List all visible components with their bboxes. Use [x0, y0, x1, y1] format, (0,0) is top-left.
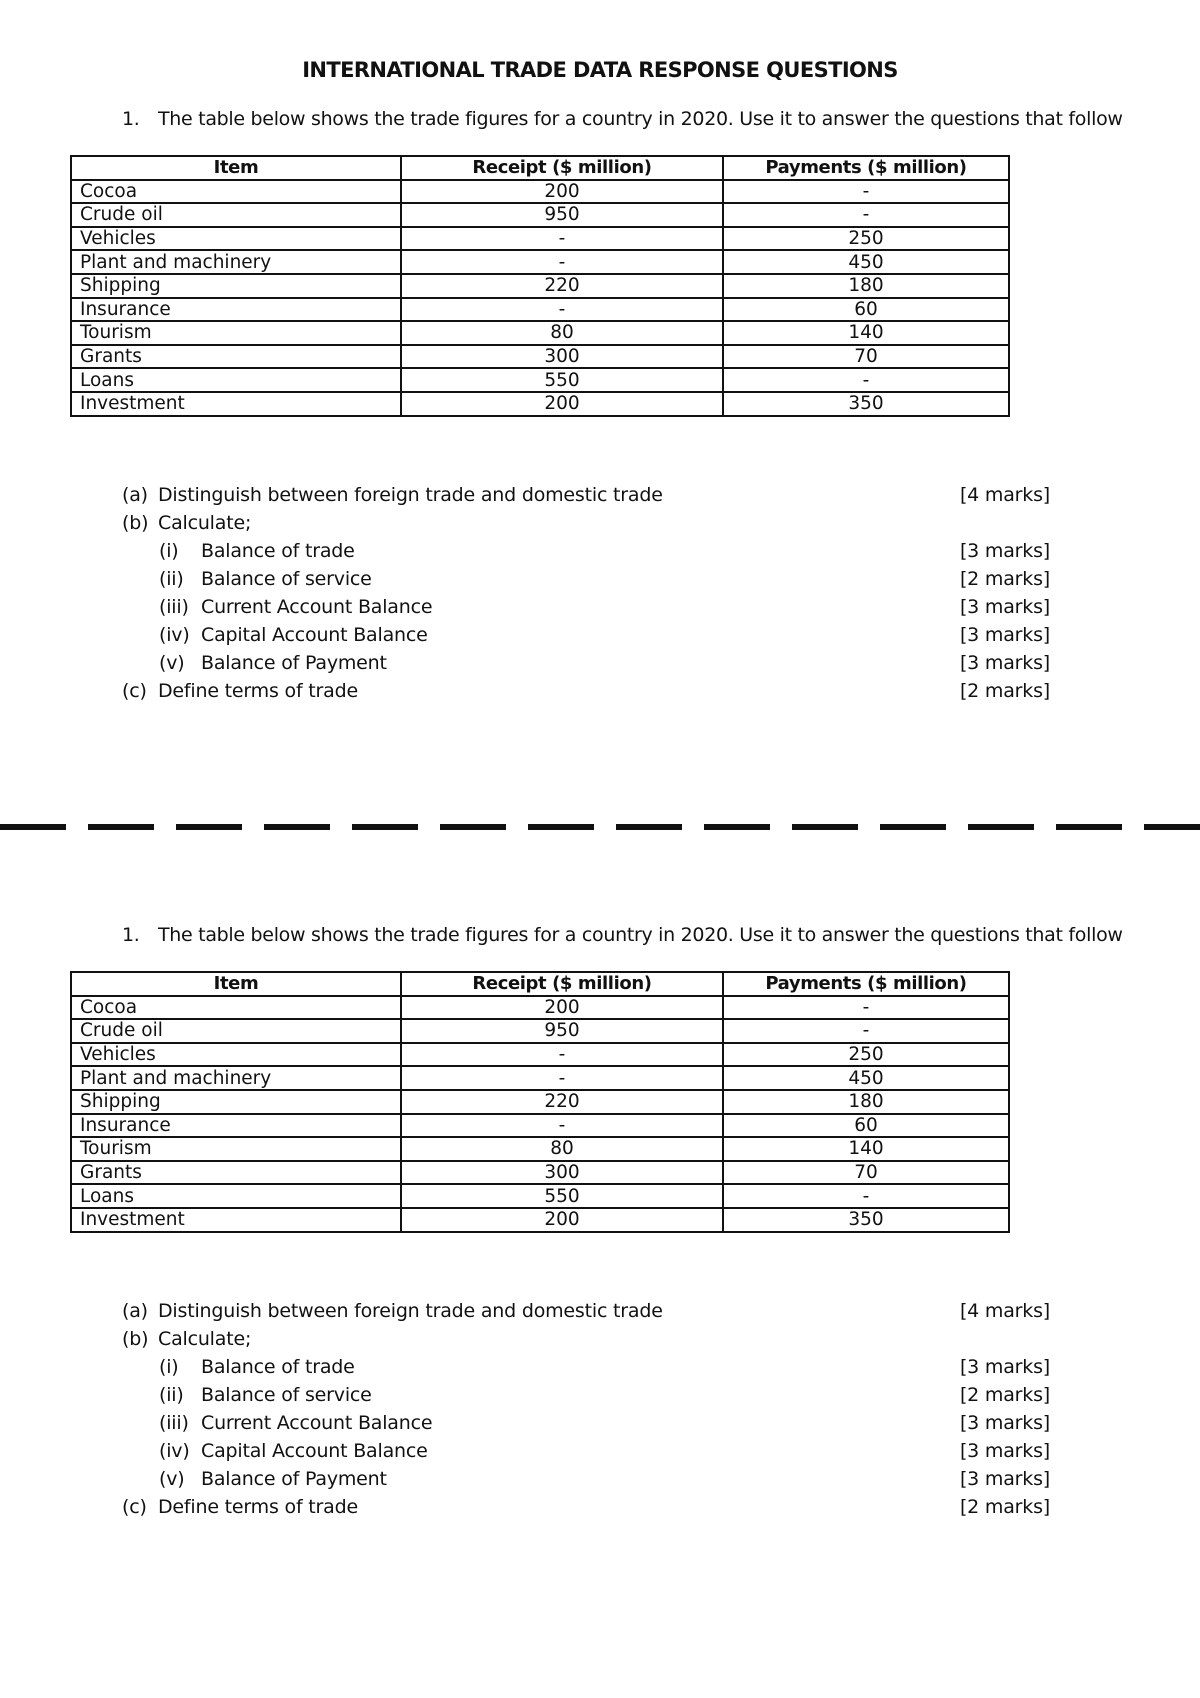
marks-allocation: [3 marks] — [959, 624, 1050, 646]
receipt-cell: 950 — [401, 1019, 723, 1043]
question-intro — [122, 924, 1123, 946]
payment-cell: 70 — [723, 345, 1009, 369]
table-header-cell: Receipt ($ million) — [401, 972, 723, 996]
sub-question — [122, 621, 1050, 649]
question-item — [122, 481, 1050, 509]
question-label: (iv) — [159, 624, 190, 646]
question-label: (c) — [122, 1496, 147, 1518]
table-header-row — [71, 972, 1009, 996]
table-row — [71, 274, 1009, 298]
sub-question — [122, 593, 1050, 621]
marks-allocation: [2 marks] — [959, 1496, 1050, 1518]
question-label: (a) — [122, 1300, 148, 1322]
table-header-cell: Payments ($ million) — [723, 156, 1009, 180]
question-text: Define terms of trade — [158, 680, 358, 702]
question-label: (a) — [122, 484, 148, 506]
question-label: (iii) — [159, 1412, 189, 1434]
payment-cell: 250 — [723, 1043, 1009, 1067]
question-label: (v) — [159, 1468, 185, 1490]
dashed-divider — [0, 824, 1200, 830]
receipt-cell: 220 — [401, 1090, 723, 1114]
table-row — [71, 1161, 1009, 1185]
question-item — [122, 1297, 1050, 1325]
sub-question — [122, 1381, 1050, 1409]
receipt-cell: 550 — [401, 1184, 723, 1208]
item-cell: Cocoa — [71, 180, 401, 204]
marks-allocation: [4 marks] — [959, 1300, 1050, 1322]
payment-cell: 60 — [723, 1114, 1009, 1138]
payment-cell: 180 — [723, 1090, 1009, 1114]
item-cell: Grants — [71, 345, 401, 369]
receipt-cell: 80 — [401, 321, 723, 345]
question-item — [122, 1325, 1050, 1353]
payment-cell: - — [723, 203, 1009, 227]
payment-cell: - — [723, 1184, 1009, 1208]
receipt-cell: 200 — [401, 1208, 723, 1232]
sub-question — [122, 649, 1050, 677]
item-cell: Investment — [71, 392, 401, 416]
table-row — [71, 203, 1009, 227]
item-cell: Investment — [71, 1208, 401, 1232]
question-item — [122, 509, 1050, 537]
item-cell: Cocoa — [71, 996, 401, 1020]
payment-cell: 250 — [723, 227, 1009, 251]
payment-cell: 140 — [723, 1137, 1009, 1161]
table-row — [71, 1184, 1009, 1208]
question-list — [122, 1297, 1050, 1521]
payment-cell: 450 — [723, 1066, 1009, 1090]
question-text: Balance of service — [201, 1384, 372, 1406]
question-label: (iv) — [159, 1440, 190, 1462]
item-cell: Tourism — [71, 321, 401, 345]
payment-cell: - — [723, 996, 1009, 1020]
receipt-cell: 950 — [401, 203, 723, 227]
question-text: Define terms of trade — [158, 1496, 358, 1518]
receipt-cell: - — [401, 1114, 723, 1138]
page-title: INTERNATIONAL TRADE DATA RESPONSE QUESTIONS — [302, 58, 898, 82]
sub-question — [122, 565, 1050, 593]
receipt-cell: - — [401, 1043, 723, 1067]
table-row — [71, 298, 1009, 322]
receipt-cell: - — [401, 298, 723, 322]
table-header-cell: Item — [71, 156, 401, 180]
item-cell: Vehicles — [71, 1043, 401, 1067]
table-row — [71, 1066, 1009, 1090]
item-cell: Vehicles — [71, 227, 401, 251]
question-number: 1. — [122, 108, 140, 130]
table-row — [71, 1019, 1009, 1043]
payment-cell: 350 — [723, 392, 1009, 416]
item-cell: Insurance — [71, 1114, 401, 1138]
table-header-cell: Item — [71, 972, 401, 996]
question-item — [122, 677, 1050, 705]
table-row — [71, 250, 1009, 274]
sub-question — [122, 1409, 1050, 1437]
table-row — [71, 1043, 1009, 1067]
item-cell: Shipping — [71, 1090, 401, 1114]
question-label: (b) — [122, 1328, 149, 1350]
question-intro-text: The table below shows the trade figures for a country in 2020. Use it to answer the questions that follow — [158, 108, 1123, 130]
question-label: (v) — [159, 652, 185, 674]
question-text: Capital Account Balance — [201, 624, 428, 646]
table-row — [71, 1137, 1009, 1161]
payment-cell: 140 — [723, 321, 1009, 345]
table-row — [71, 996, 1009, 1020]
question-label: (i) — [159, 1356, 179, 1378]
receipt-cell: 200 — [401, 996, 723, 1020]
table-row — [71, 321, 1009, 345]
item-cell: Crude oil — [71, 203, 401, 227]
marks-allocation: [2 marks] — [959, 1384, 1050, 1406]
marks-allocation: [3 marks] — [959, 1468, 1050, 1490]
question-number: 1. — [122, 924, 140, 946]
payment-cell: 60 — [723, 298, 1009, 322]
item-cell: Shipping — [71, 274, 401, 298]
table-header-cell: Payments ($ million) — [723, 972, 1009, 996]
item-cell: Crude oil — [71, 1019, 401, 1043]
payment-cell: - — [723, 180, 1009, 204]
question-text: Balance of Payment — [201, 652, 387, 674]
question-text: Balance of Payment — [201, 1468, 387, 1490]
marks-allocation: [3 marks] — [959, 596, 1050, 618]
question-label: (ii) — [159, 1384, 184, 1406]
item-cell: Insurance — [71, 298, 401, 322]
sub-question — [122, 537, 1050, 565]
receipt-cell: 550 — [401, 368, 723, 392]
item-cell: Loans — [71, 1184, 401, 1208]
trade-table — [70, 155, 1010, 417]
question-label: (ii) — [159, 568, 184, 590]
question-text: Distinguish between foreign trade and domestic trade — [158, 484, 663, 506]
question-text: Balance of trade — [201, 1356, 355, 1378]
question-list — [122, 481, 1050, 705]
marks-allocation: [3 marks] — [959, 540, 1050, 562]
marks-allocation: [4 marks] — [959, 484, 1050, 506]
question-text: Current Account Balance — [201, 596, 433, 618]
question-label: (b) — [122, 512, 149, 534]
sub-question — [122, 1437, 1050, 1465]
question-text: Current Account Balance — [201, 1412, 433, 1434]
table-row — [71, 392, 1009, 416]
item-cell: Tourism — [71, 1137, 401, 1161]
receipt-cell: 220 — [401, 274, 723, 298]
table-header-cell: Receipt ($ million) — [401, 156, 723, 180]
marks-allocation: [2 marks] — [959, 568, 1050, 590]
payment-cell: - — [723, 368, 1009, 392]
table-row — [71, 1208, 1009, 1232]
payment-cell: 450 — [723, 250, 1009, 274]
question-text: Balance of trade — [201, 540, 355, 562]
marks-allocation: [3 marks] — [959, 1440, 1050, 1462]
receipt-cell: 200 — [401, 180, 723, 204]
question-label: (i) — [159, 540, 179, 562]
receipt-cell: 80 — [401, 1137, 723, 1161]
marks-allocation: [2 marks] — [959, 680, 1050, 702]
payment-cell: 180 — [723, 274, 1009, 298]
receipt-cell: 300 — [401, 345, 723, 369]
item-cell: Plant and machinery — [71, 250, 401, 274]
table-row — [71, 1090, 1009, 1114]
table-header-row — [71, 156, 1009, 180]
item-cell: Loans — [71, 368, 401, 392]
question-label: (c) — [122, 680, 147, 702]
receipt-cell: - — [401, 227, 723, 251]
marks-allocation: [3 marks] — [959, 1356, 1050, 1378]
question-intro — [122, 108, 1123, 130]
table-row — [71, 345, 1009, 369]
receipt-cell: - — [401, 1066, 723, 1090]
question-intro-text: The table below shows the trade figures for a country in 2020. Use it to answer the questions that follow — [158, 924, 1123, 946]
marks-allocation: [3 marks] — [959, 652, 1050, 674]
receipt-cell: 300 — [401, 1161, 723, 1185]
receipt-cell: 200 — [401, 392, 723, 416]
trade-table — [70, 971, 1010, 1233]
item-cell: Grants — [71, 1161, 401, 1185]
table-row — [71, 368, 1009, 392]
sub-question — [122, 1465, 1050, 1493]
marks-allocation: [3 marks] — [959, 1412, 1050, 1434]
payment-cell: 70 — [723, 1161, 1009, 1185]
table-row — [71, 180, 1009, 204]
item-cell: Plant and machinery — [71, 1066, 401, 1090]
payment-cell: - — [723, 1019, 1009, 1043]
sub-question — [122, 1353, 1050, 1381]
question-label: (iii) — [159, 596, 189, 618]
question-text: Distinguish between foreign trade and domestic trade — [158, 1300, 663, 1322]
question-text: Calculate; — [158, 1328, 252, 1350]
question-text: Capital Account Balance — [201, 1440, 428, 1462]
question-text: Balance of service — [201, 568, 372, 590]
table-row — [71, 227, 1009, 251]
question-text: Calculate; — [158, 512, 252, 534]
receipt-cell: - — [401, 250, 723, 274]
payment-cell: 350 — [723, 1208, 1009, 1232]
table-row — [71, 1114, 1009, 1138]
question-item — [122, 1493, 1050, 1521]
